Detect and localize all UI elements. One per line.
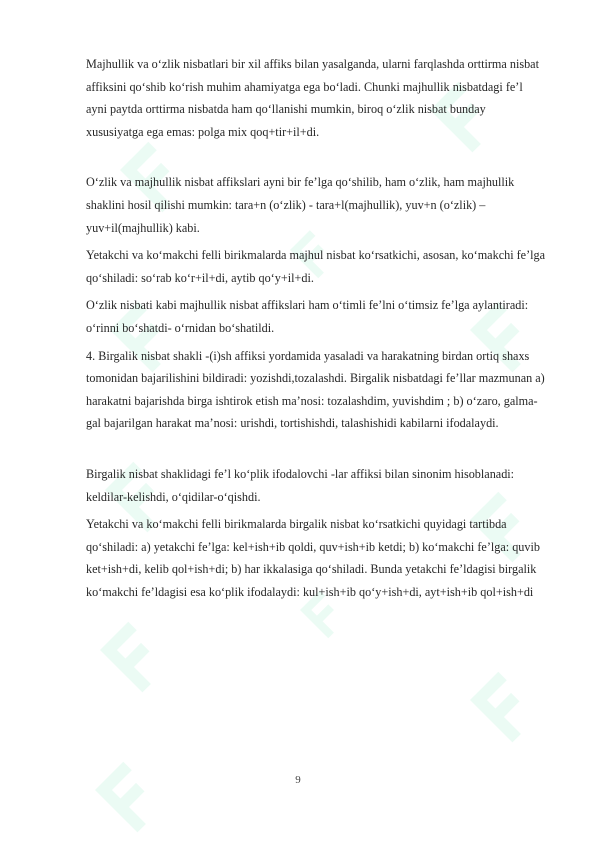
paragraph-majhul-korsatkich: Yetakchi va ko‘makchi felli birikmalarda majhul nisbat ko‘rsatkichi, asosan, ko‘makchi fe’lga qo‘shiladi: so‘rab ko‘r+il+di, aytib qo‘y+il+di. bbox=[86, 248, 546, 285]
page-number: 9 bbox=[295, 774, 301, 786]
paragraph-gap bbox=[86, 435, 546, 463]
paragraph-nisbat-farqlash: Majhullik va o‘zlik nisbatlari bir xil affiks bilan yasalganda, ularni farqlashda orttirma nisbat affiksini qo‘shib ko‘rish muhim ahamiyatga ega bo‘ladi. Chunki majhullik nisbatdagi fe’l ayni paytda orttirma nisbatda ham qo‘llanishi mumkin, biroq o‘zlik nisbat bunday xususiyatga ega emas: polga mix qoq+tir+il+di. bbox=[86, 57, 539, 139]
document-body bbox=[86, 53, 546, 603]
watermark-mark bbox=[95, 762, 166, 833]
paragraph-birgalik-nisbat: 4. Birgalik nisbat shakli -(i)sh affiksi yordamida yasaladi va harakatning birdan ortiq shaxs tomonidan bajarilishini bildiradi: yozishdi,tozalashdi. Birgalik nisbatdagi fe’llar mazmunan a) harakatni bajarishda birga ishtirok etish ma’nosi: tozalashdim, yuvishdim ; b) o‘zaro, galma-gal bajarilgan harakat ma’nosi: urishdi, tortishishdi, talashishidi kabilarni ifodalaydi. bbox=[86, 348, 545, 431]
paragraph-birgalik-tartib: Yetakchi va ko‘makchi felli birikmalarda birgalik nisbat ko‘rsatkichi quyidagi tartibda qo‘shiladi: a) yetakchi fe’lga: kel+ish+ib qoldi, quv+ish+ib ketdi; b) ko‘makchi fe’lga: quvib ket+ish+di, kelib qol+ish+di; b) har ikkalasiga qo‘shiladi. Bunda yetakchi fe’ldagisi birgalik ko‘makchi fe’ldagisi esa ko‘plik ifodalaydi: kul+ish+ib qo‘y+ish+di, ayt+ish+ib qol+ish+di bbox=[86, 517, 540, 599]
paragraph-birgalik-sinonim: Birgalik nisbat shaklidagi fe’l ko‘plik ifodalovchi -lar affiksi bilan sinonim hisoblanadi: keldilar-kelishdi, o‘qidilar-o‘qishdi. bbox=[86, 466, 515, 504]
paragraph-ozlik-majhullik: O‘zlik va majhullik nisbat affikslari ayni bir fe’lga qo‘shilib, ham o‘zlik, ham majhullik shaklini hosil qilishi mumkin: tara+n (o‘zlik) - tara+l(majhullik), yuv+n (o‘zlik) – yuv+il(majhullik) kabi. bbox=[86, 175, 515, 235]
watermark-mark bbox=[100, 622, 171, 693]
paragraph-gap bbox=[86, 143, 546, 171]
paragraph-otimli-otimsiz: O‘zlik nisbati kabi majhullik nisbat affikslari ham o‘timli fe’lni o‘timsiz fe’lga aylantiradi: o‘rinni bo‘shatdi- o‘rnidan bo‘shatildi. bbox=[86, 298, 529, 335]
watermark-mark bbox=[470, 672, 541, 743]
